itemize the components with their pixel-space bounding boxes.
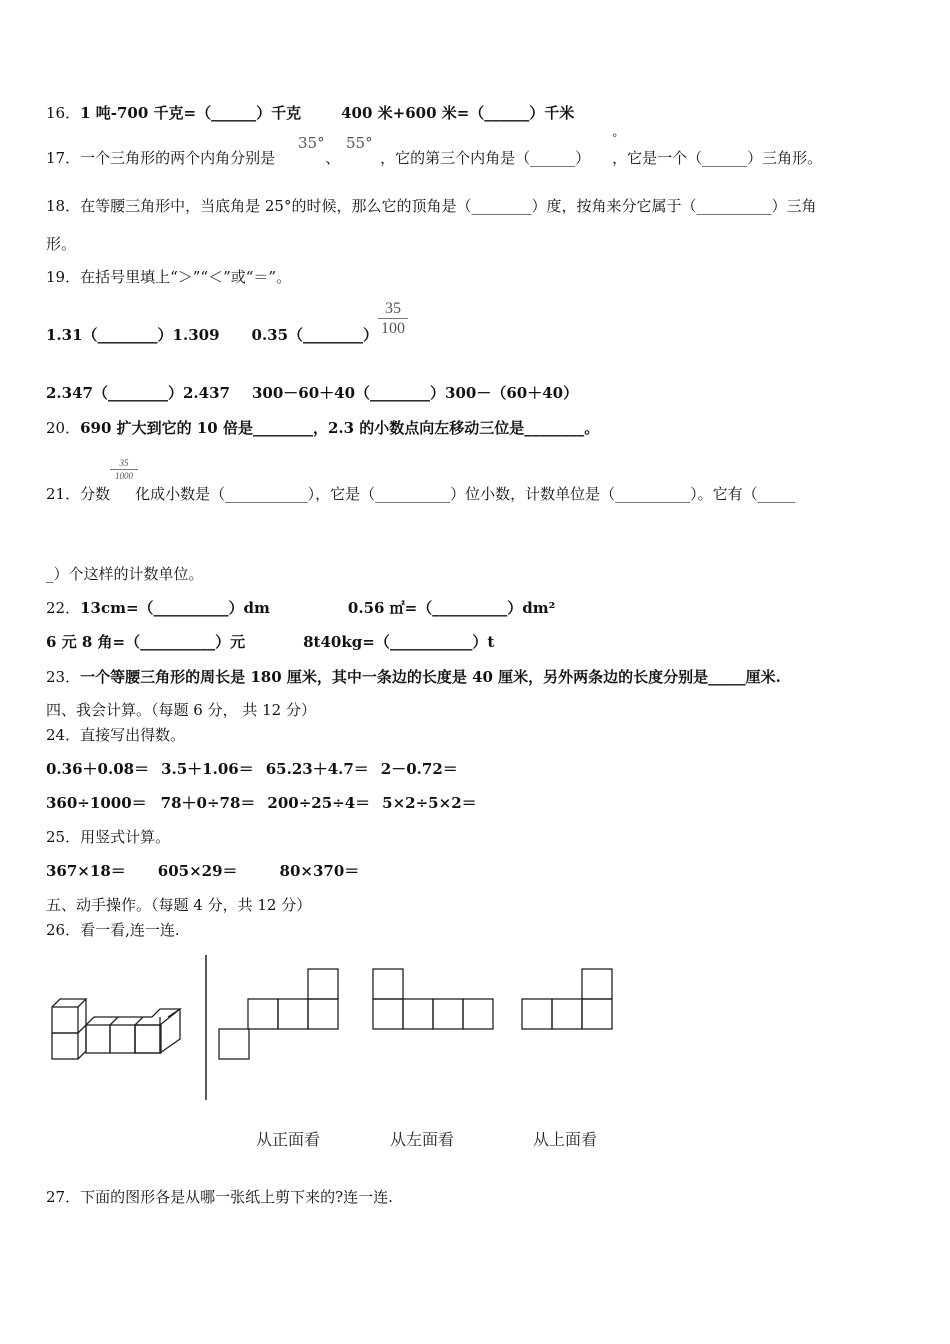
- q25-title-line: [46, 827, 170, 847]
- q17-text3: ，它是一个（______）三角形。: [612, 149, 823, 167]
- q22-row1: [46, 598, 555, 618]
- q18-text: 在等腰三角形中，当底角是 25°的时候，那么它的顶角是（________）度，按角来分它属于（__________）三角: [80, 197, 817, 215]
- q16-part-a: 1 吨-700 千克=（______）千克: [80, 104, 302, 122]
- q22-d: 8t40kg=（___________）t: [303, 633, 495, 651]
- q24-item: 5×2÷5×2＝: [382, 794, 477, 812]
- q26-divider: [204, 955, 208, 1100]
- q22-a: 13cm=（__________）dm: [80, 599, 270, 617]
- q16-number: 16．: [46, 104, 81, 122]
- q21-frac-numerator: 35: [119, 458, 129, 468]
- q22-c: 6 元 8 角=（__________）元: [46, 633, 246, 651]
- q19-c: 2.347（________）2.437: [46, 384, 230, 402]
- q24-item: 65.23＋4.7＝: [265, 760, 369, 778]
- q26-label-left: 从左面看: [390, 1130, 455, 1149]
- q19-d: 300－60＋40（________）300－（60＋40）: [251, 384, 579, 402]
- q19-frac-denominator: 100: [381, 320, 405, 337]
- q21-frac-denominator: 1000: [115, 471, 133, 481]
- q20-number: 20．: [46, 419, 81, 437]
- q20-text: 690 扩大到它的 10 倍是________，2.3 的小数点向左移动三位是________。: [80, 419, 600, 437]
- q21-text2: 化成小数是（___________），它是（__________）位小数，计数单位是（__________）。它有（_____: [135, 485, 796, 503]
- q23-text: 一个等腰三角形的周长是 180 厘米，其中一条边的长度是 40 厘米，另外两条边的长度分别是_____厘米.: [80, 668, 781, 686]
- q16-part-b: 400 米+600 米=（______）千米: [341, 104, 575, 122]
- q26-number: 26．: [46, 921, 81, 939]
- q19-b: 0.35（________）: [251, 326, 379, 344]
- q27-number: 27．: [46, 1188, 81, 1206]
- q20-line: [46, 418, 599, 438]
- q26-title: 看一看,连一连.: [80, 921, 180, 939]
- q24-item: 360÷1000＝: [46, 794, 147, 812]
- q16-line: [46, 103, 574, 123]
- q17-number: 17．: [46, 149, 81, 167]
- q19-fraction: [378, 299, 408, 338]
- q25-number: 25．: [46, 828, 81, 846]
- q17-line: [46, 148, 822, 168]
- q26-view-shape-3: [521, 968, 615, 1031]
- q19-row1: [46, 325, 378, 345]
- q17-text2: ，它的第三个内角是（______）: [380, 149, 591, 167]
- q24-row2: [46, 793, 477, 813]
- q25-item: 367×18＝: [46, 862, 126, 880]
- q21-text1: 分数: [80, 485, 111, 503]
- q25-row: [46, 861, 359, 881]
- q24-row1: [46, 759, 458, 779]
- q22-b: 0.56 ㎡=（__________）dm²: [347, 599, 556, 617]
- q24-item: 200÷25÷4＝: [267, 794, 371, 812]
- q25-item: 80×370＝: [279, 862, 360, 880]
- q21-number: 21．: [46, 485, 81, 503]
- q27-line: [46, 1187, 393, 1207]
- q21-fraction: [110, 457, 138, 482]
- q26-view-shape-1: [218, 968, 340, 1061]
- q17-angle2: 55°: [346, 134, 373, 152]
- q22-row2: [46, 632, 494, 652]
- q24-item: 2－0.72＝: [380, 760, 458, 778]
- section5-title: 五、动手操作。（每题 4 分，共 12 分）: [46, 896, 312, 914]
- q19-row2: [46, 383, 578, 403]
- q22-number: 22．: [46, 599, 81, 617]
- q18-number: 18．: [46, 197, 81, 215]
- q19-a: 1.31（________）1.309: [46, 326, 220, 344]
- q18-line1: [46, 196, 816, 216]
- q26-label-top: 从上面看: [533, 1130, 598, 1149]
- q23-number: 23．: [46, 668, 81, 686]
- q25-title: 用竖式计算。: [80, 828, 171, 846]
- q27-title: 下面的图形各是从哪一张纸上剪下来的?连一连.: [80, 1188, 393, 1206]
- q26-view-shape-2: [372, 968, 496, 1031]
- q17-text1: 一个三角形的两个内角分别是: [80, 149, 276, 167]
- q24-title: 直接写出得数。: [80, 726, 186, 744]
- q18-line2: 形。: [46, 235, 77, 253]
- q24-item: 3.5＋1.06＝: [161, 760, 254, 778]
- q26-cube-solid: [48, 995, 188, 1065]
- q19-title-line: [46, 267, 291, 287]
- q19-title: 在括号里填上“＞”“＜”或“＝”。: [80, 268, 292, 286]
- q17-sep: 、: [325, 149, 341, 167]
- q24-number: 24．: [46, 726, 81, 744]
- section4-title: 四、我会计算。（每题 6 分， 共 12 分）: [46, 701, 316, 719]
- q26-label-front: 从正面看: [256, 1130, 321, 1149]
- q19-frac-numerator: 35: [385, 300, 401, 317]
- q23-line: [46, 667, 781, 687]
- q24-item: 78＋0÷78＝: [160, 794, 256, 812]
- q25-item: 605×29＝: [157, 862, 238, 880]
- q17-angle1: 35°: [298, 134, 325, 152]
- q24-title-line: [46, 725, 185, 745]
- q21-line2: _）个这样的计数单位。: [46, 565, 204, 583]
- q26-title-line: [46, 920, 180, 940]
- q19-number: 19．: [46, 268, 81, 286]
- q24-item: 0.36＋0.08＝: [46, 760, 150, 778]
- q21-line1: [46, 484, 795, 504]
- q17-degree-mark: °: [612, 132, 618, 145]
